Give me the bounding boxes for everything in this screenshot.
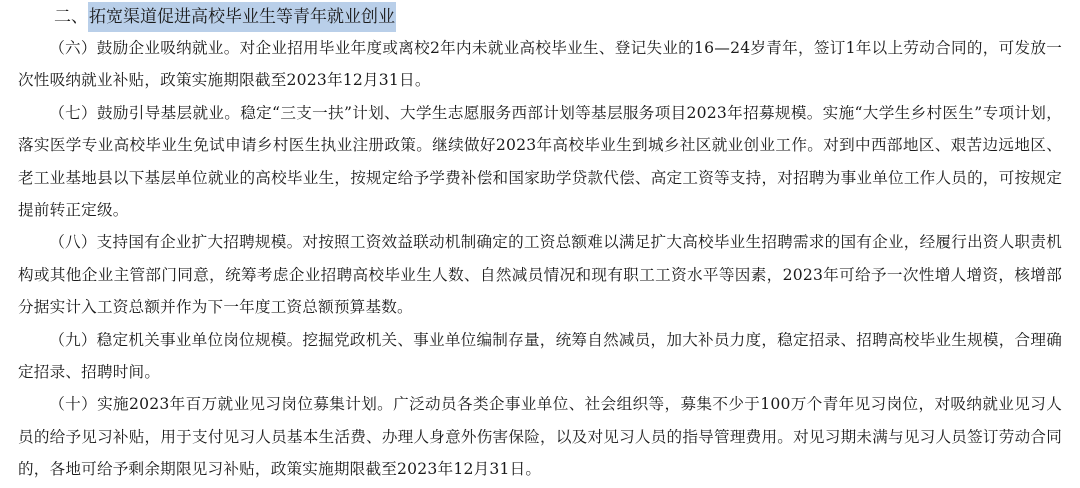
paragraph-7-grassroots-employment: （七）鼓励引导基层就业。稳定“三支一扶”计划、大学生志愿服务西部计划等基层服务项目2023年招募规模。实施“大学生乡村医生”专项计划，落实医学专业高校毕业生免试申请乡村医生执业注册政策。继续做好2023年高校毕业生到城乡社区就业创业工作。对到中西部地区、艰苦边远地区、老工业基地县以下基层单位就业的高校毕业生，按规定给予学费补偿和国家助学贷款代偿、高定工资等支持，对招聘为事业单位工作人员的，可按规定提前转正定级。 bbox=[18, 103, 1062, 220]
paragraph-10-internship-program: （十）实施2023年百万就业见习岗位募集计划。广泛动员各类企事业单位、社会组织等，募集不少于100万个青年见习岗位，对吸纳就业见习人员的给予见习补贴，用于支付见习人员基本生活费、办理人身意外伤害保险，以及对见习人员的指导管理费用。对见习期未满与见习人员签订劳动合同的，各地可给予剩余期限见习补贴，政策实施期限截至2023年12月31日。 bbox=[18, 395, 1062, 479]
section-heading-title-selected[interactable]: 拓宽渠道促进高校毕业生等青年就业创业 bbox=[88, 2, 396, 32]
section-heading-number: 二、 bbox=[54, 7, 88, 27]
paragraph-9-public-institution-posts: （九）稳定机关事业单位岗位规模。挖掘党政机关、事业单位编制存量，统筹自然减员，加大补员力度，稳定招录、招聘高校毕业生规模，合理确定招录、招聘时间。 bbox=[18, 330, 1062, 382]
paragraph-8-state-enterprise-recruitment: （八）支持国有企业扩大招聘规模。对按照工资效益联动机制确定的工资总额难以满足扩大高校毕业生招聘需求的国有企业，经履行出资人职责机构或其他企业主管部门同意，统筹考虑企业招聘高校毕业生人数、自然减员情况和现有职工工资水平等因素，2023年可给予一次性增人增资，核增部分据实计入工资总额并作为下一年度工资总额预算基数。 bbox=[18, 233, 1062, 317]
section-heading bbox=[18, 2, 1062, 32]
paragraph-6-enterprise-absorption: （六）鼓励企业吸纳就业。对企业招用毕业年度或离校2年内未就业高校毕业生、登记失业的16—24岁青年，签订1年以上劳动合同的，可发放一次性吸纳就业补贴，政策实施期限截至2023年12月31日。 bbox=[18, 39, 1062, 90]
